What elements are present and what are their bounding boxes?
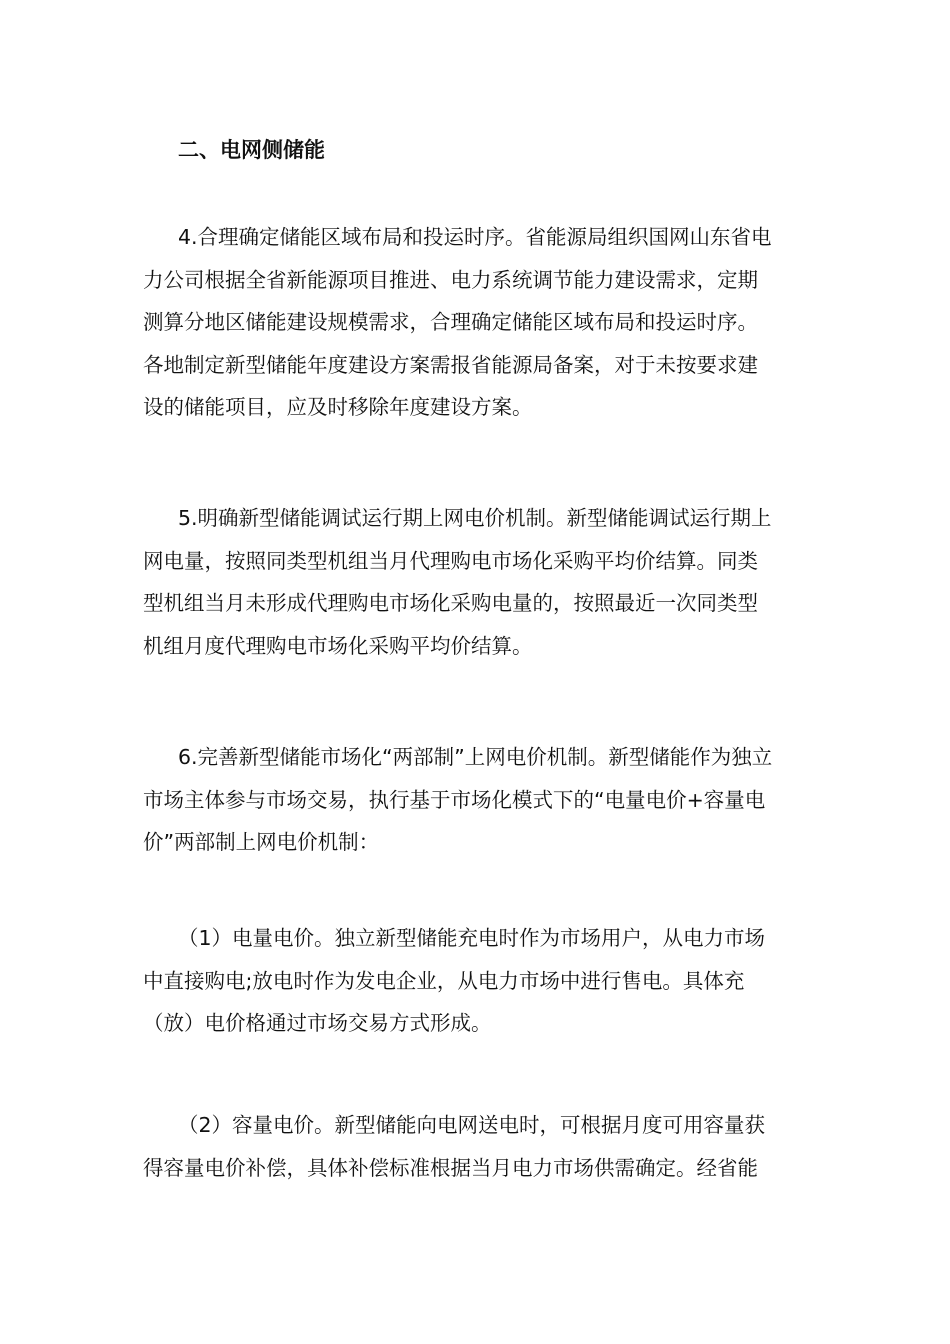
- paragraph-item-5: [143, 497, 803, 667]
- paragraph-line: 型机组当月未形成代理购电市场化采购电量的，按照最近一次同类型: [143, 591, 758, 615]
- paragraph-line: 机组月度代理购电市场化采购平均价结算。: [143, 633, 533, 658]
- paragraph-line: 5.明确新型储能调试运行期上网电价机制。新型储能调试运行期上: [178, 506, 772, 530]
- paragraph-line: （1）电量电价。独立新型储能充电时作为市场用户，从电力市场: [178, 926, 766, 950]
- paragraph-item-6: [143, 736, 803, 864]
- paragraph-line: 测算分地区储能建设规模需求，合理确定储能区域布局和投运时序。: [143, 310, 758, 334]
- paragraph-line: 各地制定新型储能年度建设方案需报省能源局备案，对于未按要求建: [143, 352, 758, 377]
- paragraph-line: 设的储能项目，应及时移除年度建设方案。: [143, 395, 533, 419]
- paragraph-line: 4.合理确定储能区域布局和投运时序。省能源局组织国网山东省电: [178, 225, 772, 249]
- paragraph-line: 力公司根据全省新能源项目推进、电力系统调节能力建设需求，定期: [143, 267, 758, 292]
- paragraph-line: 6.完善新型储能市场化“两部制”上网电价机制。新型储能作为独立: [178, 745, 773, 769]
- paragraph-item-6-2: [143, 1104, 803, 1189]
- paragraph-line: 得容量电价补偿，具体补偿标准根据当月电力市场供需确定。经省能: [143, 1155, 758, 1180]
- section-heading: 二、电网侧储能: [178, 138, 325, 162]
- paragraph-line: （放）电价格通过市场交易方式形成。: [143, 1011, 492, 1035]
- paragraph-line: 价”两部制上网电价机制：: [143, 830, 380, 854]
- paragraph-item-4: [143, 216, 803, 429]
- paragraph-line: 网电量，按照同类型机组当月代理购电市场化采购平均价结算。同类: [143, 548, 758, 573]
- paragraph-item-6-1: [143, 917, 803, 1045]
- paragraph-line: （2）容量电价。新型储能向电网送电时，可根据月度可用容量获: [178, 1113, 766, 1137]
- paragraph-line: 市场主体参与市场交易，执行基于市场化模式下的“电量电价+容量电: [143, 787, 766, 812]
- paragraph-line: 中直接购电;放电时作为发电企业，从电力市场中进行售电。具体充: [143, 968, 745, 993]
